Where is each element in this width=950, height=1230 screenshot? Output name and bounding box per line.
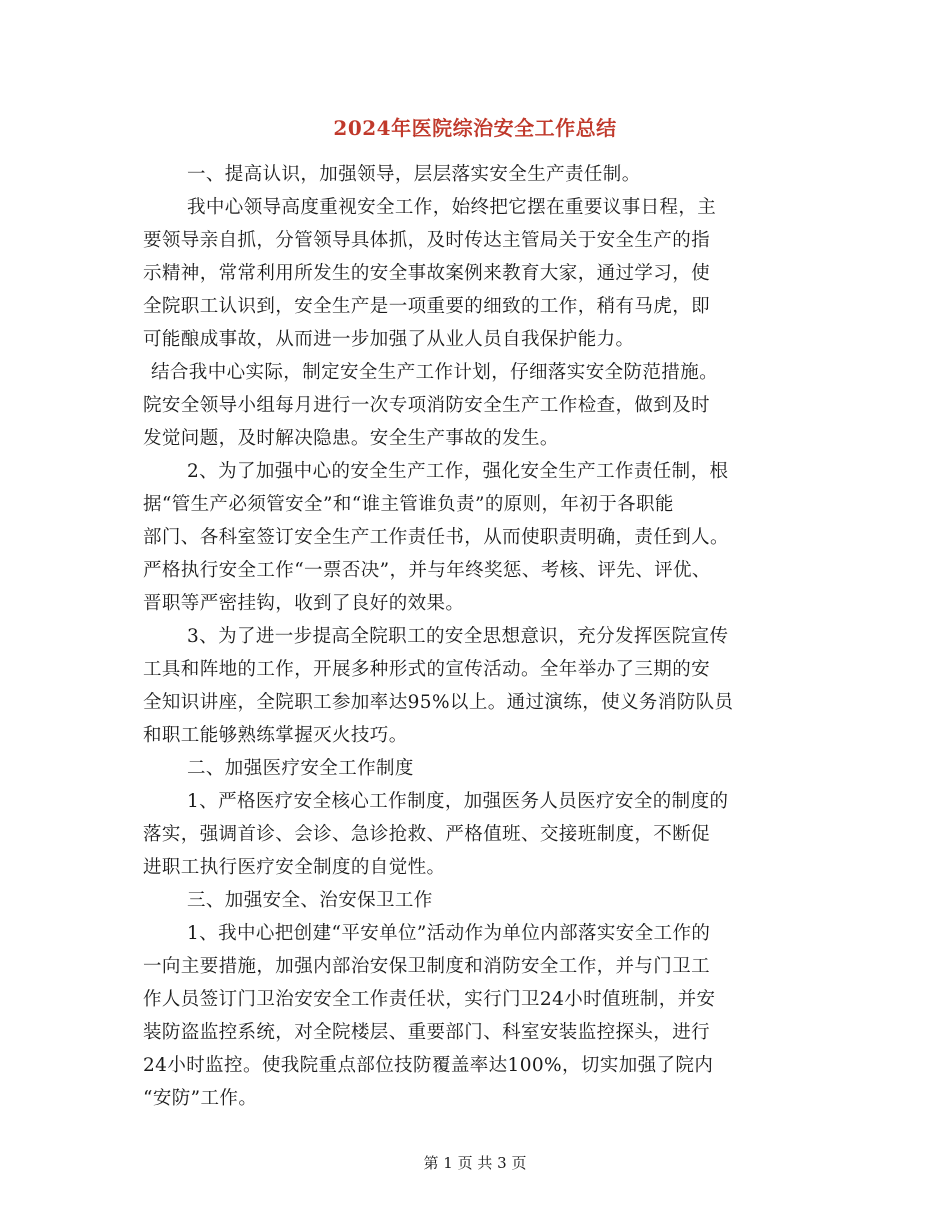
text-line: 示精神，常常利用所发生的安全事故案例来教育大家，通过学习，使 [143,263,711,284]
text-line: 要领导亲自抓，分管领导具体抓，及时传达主管局关于安全生产的指 [143,230,711,251]
text-line: 二、加强医疗安全工作制度 [187,758,414,779]
text-line: 3、为了进一步提高全院职工的安全思想意识，充分发挥医院宣传 [187,626,729,647]
text-line: 一向主要措施，加强内部治安保卫制度和消防安全工作，并与门卫工 [143,956,711,977]
text-line: 发觉问题，及时解决隐患。安全生产事故的发生。 [143,428,559,449]
document-body [143,158,811,1115]
text-line: 进职工执行医疗安全制度的自觉性。 [143,857,446,878]
text-line: 结合我中心实际，制定安全生产工作计划，仔细落实安全防范措施。 [151,362,719,383]
text-line: 部门、各科室签订安全生产工作责任书，从而使职责明确，责任到人。 [143,527,729,548]
text-line: 全院职工认识到，安全生产是一项重要的细致的工作，稍有马虎，即 [143,296,711,317]
text-line: 院安全领导小组每月进行一次专项消防安全生产工作检查，做到及时 [143,395,711,416]
text-line: 工具和阵地的工作，开展多种形式的宣传活动。全年举办了三期的安 [143,659,711,680]
text-line: 全知识讲座，全院职工参加率达95%以上。通过演练，使义务消防队员 [143,692,734,713]
text-line: 作人员签订门卫治安安全工作责任状，实行门卫24小时值班制，并安 [143,989,716,1010]
text-line: 可能酿成事故，从而进一步加强了从业人员自我保护能力。 [143,329,635,350]
text-line: 我中心领导高度重视安全工作，始终把它摆在重要议事日程，主 [187,197,717,218]
text-line: 1、我中心把创建“平安单位”活动作为单位内部落实安全工作的 [187,923,711,944]
text-line: 1、严格医疗安全核心工作制度，加强医务人员医疗安全的制度的 [187,791,729,812]
text-line: 三、加强安全、治安保卫工作 [187,890,433,911]
page-footer: 第 1 页 共 3 页 [423,1154,527,1172]
document-title: 2024年医院综治安全工作总结 [333,116,617,140]
text-line: 装防盗监控系统，对全院楼层、重要部门、科室安装监控探头，进行 [143,1022,711,1043]
text-line: 落实，强调首诊、会诊、急诊抢救、严格值班、交接班制度，不断促 [143,824,711,845]
text-line: 据“管生产必须管安全”和“谁主管谁负责”的原则，年初于各职能 [143,494,674,515]
text-line: 严格执行安全工作“一票否决”，并与年终奖惩、考核、评先、评优、 [143,560,711,581]
text-line: “安防”工作。 [143,1088,258,1109]
text-line: 和职工能够熟练掌握灭火技巧。 [143,725,408,746]
text-line: 晋职等严密挂钩，收到了良好的效果。 [143,593,465,614]
text-line: 24小时监控。使我院重点部位技防覆盖率达100%，切实加强了院内 [143,1055,714,1076]
text-line: 2、为了加强中心的安全生产工作，强化安全生产工作责任制，根 [187,461,729,482]
text-line: 一、提高认识，加强领导，层层落实安全生产责任制。 [187,164,641,185]
